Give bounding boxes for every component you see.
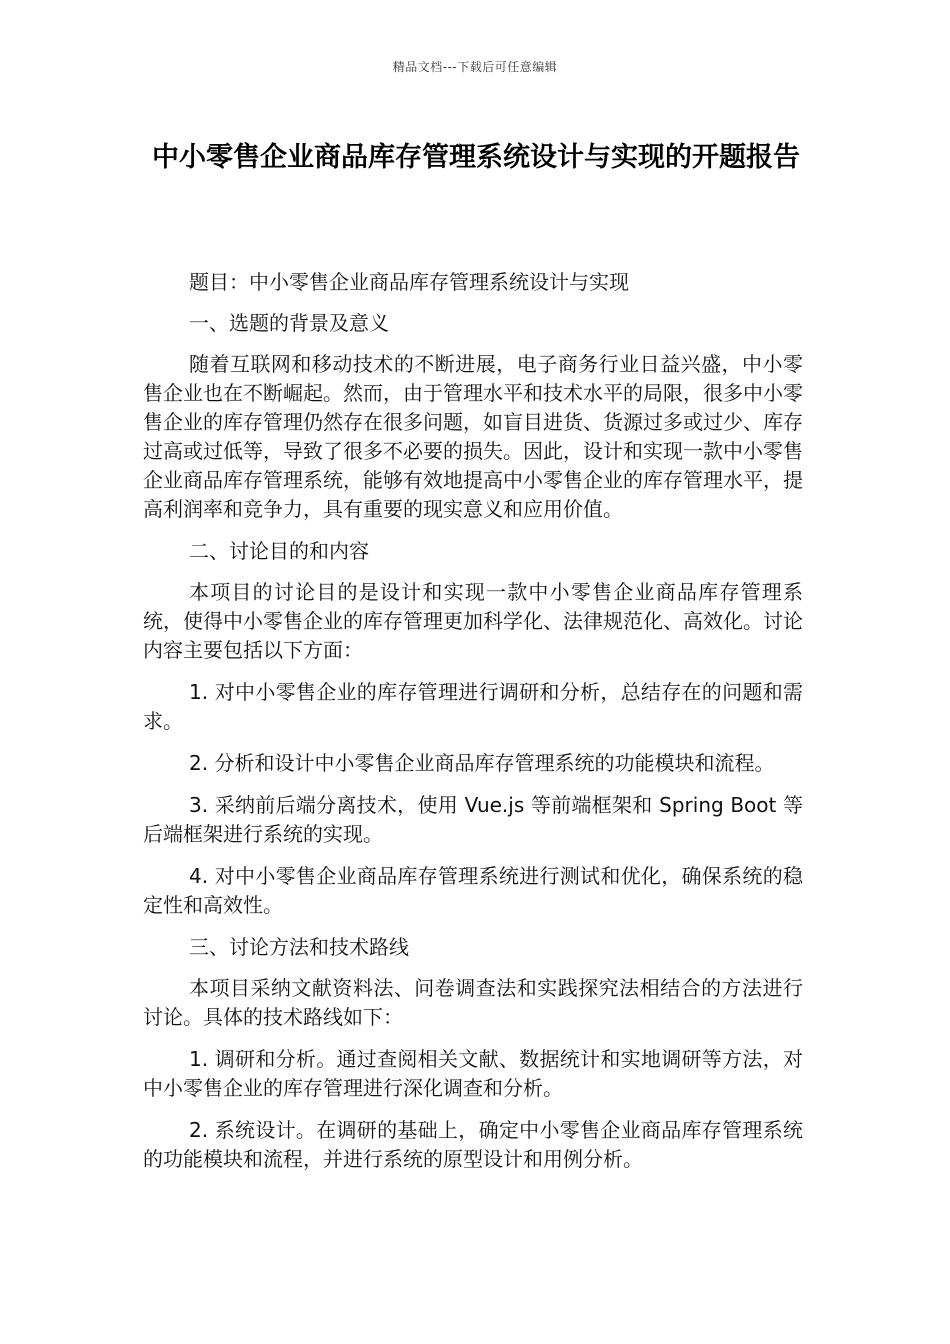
section-heading-method: 三、讨论方法和技术路线 (189, 935, 409, 959)
list-item-purpose-1: 1. 对中小零售企业的库存管理进行调研和分析，总结存在的问题和需求。 (143, 680, 803, 733)
list-item-method-2: 2. 系统设计。在调研的基础上，确定中小零售企业商品库存管理系统的功能模块和流程，并进行系统的原型设计和用例分析。 (143, 1118, 803, 1171)
paragraph-purpose: 本项目的讨论目的是设计和实现一款中小零售企业商品库存管理系统，使得中小零售企业的库存管理更加科学化、法律规范化、高效化。讨论内容主要包括以下方面： (143, 580, 803, 662)
header-note: 精品文档---下载后可任意编辑 (392, 60, 558, 74)
section-heading-background: 一、选题的背景及意义 (189, 311, 389, 335)
list-item-purpose-3: 3. 采纳前后端分离技术，使用 Vue.js 等前端框架和 Spring Boot 等后端框架进行系统的实现。 (143, 793, 803, 846)
paragraph-background: 随着互联网和移动技术的不断进展，电子商务行业日益兴盛，中小零售企业也在不断崛起。然而，由于管理水平和技术水平的局限，很多中小零售企业的库存管理仍然存在很多问题，如盲目进货、货源过多或过少、库存过高或过低等，导致了很多不必要的损失。因此，设计和实现一款中小零售企业商品库存管理系统，能够有效地提高中小零售企业的库存管理水平，提高利润率和竞争力，具有重要的现实意义和应用价值。 (143, 352, 803, 521)
document-title: 中小零售企业商品库存管理系统设计与实现的开题报告 (152, 142, 800, 173)
list-item-method-1: 1. 调研和分析。通过查阅相关文献、数据统计和实地调研等方法，对中小零售企业的库存管理进行深化调查和分析。 (143, 1047, 803, 1100)
paragraph-method: 本项目采纳文献资料法、问卷调查法和实践探究法相结合的方法进行讨论。具体的技术路线如下： (143, 976, 803, 1029)
list-item-purpose-2: 2. 分析和设计中小零售企业商品库存管理系统的功能模块和流程。 (189, 751, 775, 775)
topic-line: 题目：中小零售企业商品库存管理系统设计与实现 (189, 270, 629, 294)
list-item-purpose-4: 4. 对中小零售企业商品库存管理系统进行测试和优化，确保系统的稳定性和高效性。 (143, 864, 803, 917)
section-heading-purpose: 二、讨论目的和内容 (189, 539, 369, 563)
document-body (143, 268, 803, 1187)
